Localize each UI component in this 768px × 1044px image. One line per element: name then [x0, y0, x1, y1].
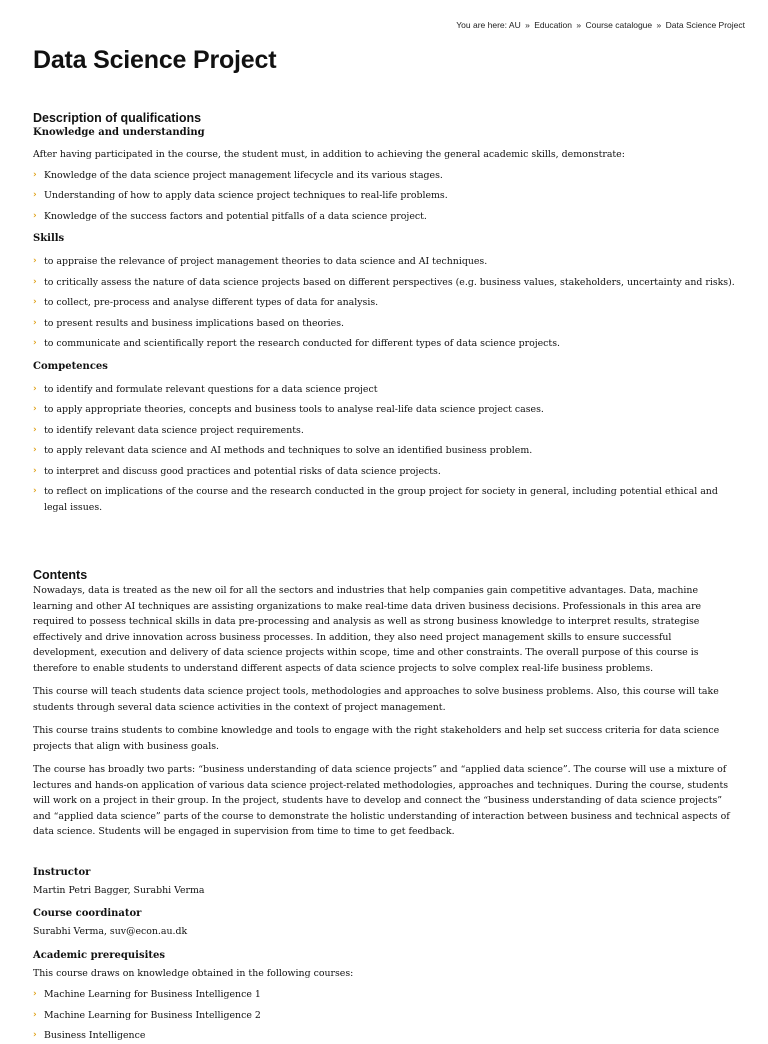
- list-item: [33, 336, 738, 352]
- breadcrumb-separator: »: [525, 20, 530, 30]
- list-item-text: to present results and business implications based on theories.: [44, 317, 345, 329]
- chevron-right-icon: ›: [33, 256, 37, 266]
- skills-heading: Skills: [33, 233, 65, 244]
- breadcrumb-item-au[interactable]: AU: [508, 20, 521, 30]
- chevron-right-icon: ›: [33, 276, 37, 287]
- competences-list: [33, 382, 738, 516]
- chevron-right-icon: ›: [33, 1030, 37, 1040]
- list-item-text: Knowledge of the data science project management lifecycle and its various stages.: [44, 169, 443, 181]
- chevron-right-icon: ›: [33, 445, 37, 455]
- knowledge-heading: Knowledge and understanding: [33, 127, 205, 138]
- coordinator-heading: Course coordinator: [33, 908, 142, 919]
- list-item: [33, 987, 738, 1003]
- list-item: [33, 316, 738, 332]
- chevron-right-icon: ›: [33, 297, 37, 307]
- list-item-text: Understanding of how to apply data science project techniques to real-life problems.: [44, 190, 448, 201]
- list-item-text: Machine Learning for Business Intelligence 1: [44, 989, 261, 1000]
- list-item-text: to apply relevant data science and AI methods and techniques to solve an identified business problem.: [44, 445, 533, 456]
- list-item: [33, 188, 738, 204]
- qualifications-heading: Description of qualifications: [33, 111, 202, 125]
- list-item: [33, 382, 738, 398]
- chevron-right-icon: ›: [33, 486, 37, 496]
- contents-paragraph: The course has broadly two parts: “business understanding of data science projects” and “applied data science”. The course will use a mixture of lectures and hands-on application of various data science project-related methodologies, approaches and techniques. During the course, students will work on a project in their group. In the project, students have to develop and connect the “business understanding of data science projects” and “applied data science” parts of the course to demonstrate the holistic understanding of interaction between business and technical aspects of data science. Students will be engaged in supervision from time to time to get feedback.: [33, 764, 730, 837]
- prerequisites-heading: Academic prerequisites: [33, 949, 165, 961]
- chevron-right-icon: ›: [33, 465, 37, 476]
- knowledge-list: [33, 168, 738, 225]
- breadcrumb-item-education[interactable]: Education: [534, 20, 573, 30]
- list-item: [33, 402, 738, 418]
- list-item-text: to identify and formulate relevant questions for a data science project: [44, 383, 378, 395]
- chevron-right-icon: ›: [33, 210, 37, 221]
- list-item-text: to collect, pre-process and analyse different types of data for analysis.: [44, 297, 379, 308]
- list-item-text: to reflect on implications of the course and the research conducted in the group project for society in general, including potential ethical and legal issues.: [44, 486, 718, 513]
- prerequisites-list: [33, 987, 738, 1044]
- breadcrumb: [456, 20, 745, 30]
- list-item-text: to communicate and scientifically report the research conducted for different types of data science projects.: [44, 338, 560, 349]
- contents-paragraph: This course trains students to combine knowledge and tools to engage with the right stakeholders and help set success criteria for data science projects that align with business goals.: [33, 725, 720, 752]
- breadcrumb-prefix: You are here:: [456, 20, 507, 30]
- chevron-right-icon: ›: [33, 190, 37, 200]
- chevron-right-icon: ›: [33, 169, 37, 180]
- instructor-heading: Instructor: [33, 866, 91, 878]
- list-item: [33, 209, 738, 225]
- knowledge-intro: After having participated in the course, the student must, in addition to achieving the general academic skills, demonstrate:: [33, 149, 625, 160]
- list-item-text: to interpret and discuss good practices and potential risks of data science projects.: [44, 465, 441, 477]
- list-item: [33, 464, 738, 480]
- list-item: [33, 1028, 738, 1044]
- breadcrumb-item-current: Data Science Project: [665, 20, 745, 30]
- instructor-value: Martin Petri Bagger, Surabhi Verma: [33, 884, 205, 896]
- breadcrumb-item-course-catalogue[interactable]: Course catalogue: [585, 20, 653, 30]
- contents-heading: Contents: [33, 568, 88, 582]
- chevron-right-icon: ›: [33, 1009, 37, 1020]
- list-item: [33, 1008, 738, 1024]
- list-item: [33, 443, 738, 459]
- chevron-right-icon: ›: [33, 317, 37, 328]
- list-item: [33, 423, 738, 439]
- chevron-right-icon: ›: [33, 404, 37, 414]
- list-item-text: to identify relevant data science project requirements.: [44, 424, 304, 436]
- list-item-text: Knowledge of the success factors and potential pitfalls of a data science project.: [44, 210, 427, 222]
- list-item-text: to apply appropriate theories, concepts and business tools to analyse real-life data science project cases.: [44, 404, 544, 415]
- list-item: [33, 484, 738, 515]
- chevron-right-icon: ›: [33, 989, 37, 999]
- skills-list: [33, 254, 738, 352]
- coordinator-value: Surabhi Verma, suv@econ.au.dk: [33, 926, 188, 937]
- list-item-text: to critically assess the nature of data science projects based on different perspectives (e.g. business values, stakeholders, uncertainty and risks).: [44, 276, 735, 288]
- main-content: [33, 42, 738, 1044]
- chevron-right-icon: ›: [33, 338, 37, 348]
- contents-paragraph: Nowadays, data is treated as the new oil for all the sectors and industries that help companies gain competitive advantages. Data, machine learning and other AI techniques are assisting organizations to make real-time data driven business decisions. Professionals in this area are required to possess technical skills in data pre-processing and analysis as well as strong business knowledge to interpret results, strategise effectively and drive innovation across business processes. In addition, they also need project management skills to ensure successful development, execution and delivery of data science projects within scope, time and other constraints. The overall purpose of this course is therefore to enable students to understand different aspects of data science projects to solve complex real-life business problems.: [33, 585, 702, 674]
- chevron-right-icon: ›: [33, 383, 37, 394]
- page-title: Data Science Project: [33, 46, 277, 74]
- prerequisites-intro: This course draws on knowledge obtained in the following courses:: [33, 967, 354, 979]
- competences-heading: Competences: [33, 360, 108, 372]
- breadcrumb-separator: »: [576, 20, 582, 30]
- list-item: [33, 275, 738, 291]
- list-item-text: Business Intelligence: [44, 1030, 146, 1041]
- chevron-right-icon: ›: [33, 424, 37, 435]
- list-item: [33, 168, 738, 184]
- list-item: [33, 295, 738, 311]
- list-item: [33, 254, 738, 270]
- breadcrumb-separator: »: [656, 20, 662, 30]
- list-item-text: Machine Learning for Business Intelligence 2: [44, 1009, 261, 1021]
- list-item-text: to appraise the relevance of project management theories to data science and AI techniques.: [44, 256, 488, 267]
- contents-paragraph: This course will teach students data science project tools, methodologies and approaches to solve business problems. Also, this course will take students through several data science activities in the context of project management.: [33, 686, 719, 713]
